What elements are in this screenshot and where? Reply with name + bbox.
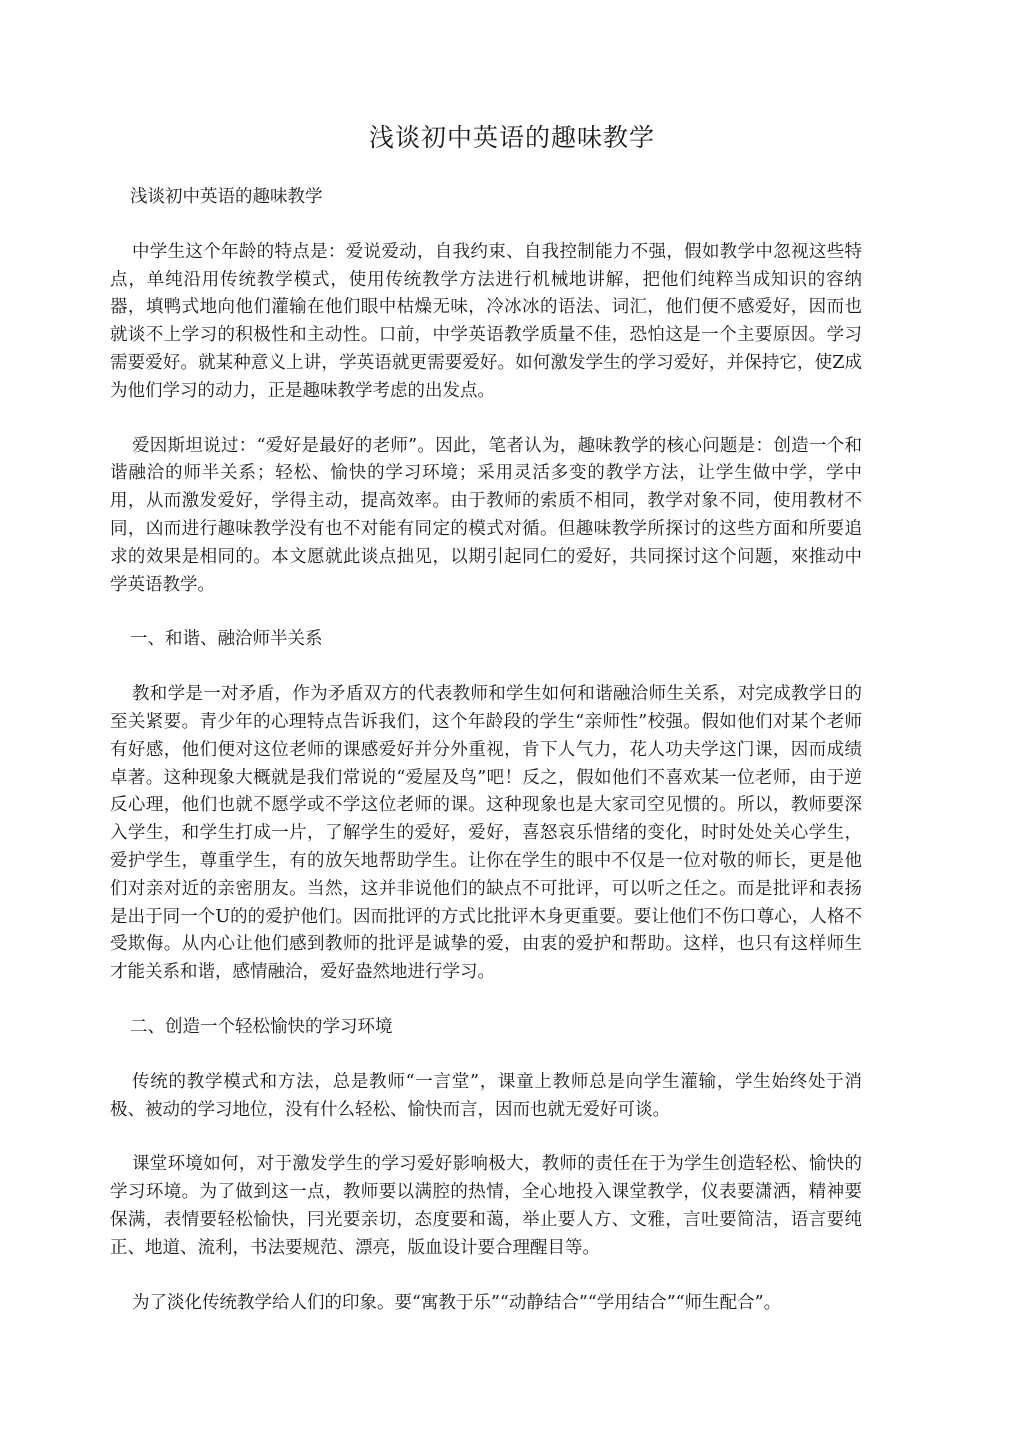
section-heading-2: 二、创造一个轻松愉快的学习环境: [130, 1016, 393, 1037]
paragraph-section-2-3: 为了淡化传统教学给人们的印象。要“寓教于乐”“动静结合”“学用结合”“师生配合”。: [132, 1292, 782, 1313]
paragraph-section-2-2: 课堂环境如何，对于激发学生的学习爱好影响极大，教师的责任在于为学生创造轻松、愉快的学习环境。为了做到这一点，教师要以满腔的热情，全心地投入课堂教学，仪表要潇洒，精神要保满，表情要轻松愉快，冃光要亲切，态度要和蔼，举止要人方、文雅，言吐要简洁，语言要纯正、地道、流利，书法要规范、漂亮，版血设计要合理醒目等。: [110, 1154, 862, 1258]
subtitle: 浅谈初中英语的趣味教学: [130, 187, 323, 207]
paragraph-section-1: 教和学是一对矛盾，作为矛盾双方的代表教师和学生如何和谐融洽师生关系，对完成教学日的至关紧要。青少年的心理特点告诉我们，这个年龄段的学生“亲师性”校强。假如他们对某个老师有好感，他们便对这位老师的课感爱好并分外重视，肯下人气力，花人功夫学这门课，因而成绩卓著。这种现象大概就是我们常说的“爱屋及鸟”吧！反之，假如他们不喜欢某一位老师，由于逆反心理，他们也就不愿学或不学这位老师的课。这种现象也是大家司空见惯的。所以，教师要深入学生，和学生打成一片，了解学生的爱好，爱好，喜怒哀乐惜绪的变化，时时处处关心学生，爱护学生，尊重学生，有的放矢地帮助学生。让你在学生的眼中不仅是一位对敬的师长，更是他们对亲对近的亲密朋友。当然，这并非说他们的缺点不可批评，可以听之任之。而是批评和表扬是出于同一个U的的爱护他们。因而批评的方式比批评木身更重要。要让他们不伤口尊心，人格不受欺侮。从内心让他们感到教师的批评是诚挚的爱，由衷的爱护和帮助。这样，也只有这样师生才能关系和谐，感情融洽，爱好盎然地进行学习。: [110, 684, 862, 983]
document-body: [110, 184, 862, 1344]
page-title: 浅谈初中英语的趣味教学: [368, 123, 655, 152]
paragraph-intro-1: 中学生这个年龄的特点是：爱说爱动，自我约束、自我控制能力不强，假如教学中忽视这些特点，单纯沿用传统教学模式，使用传统教学方法进行机械地讲解，把他们纯粹当成知识的容纳器，填鸭式地向他们灌输在他们眼中枯燥无味，冷冰冰的语法、词汇，他们便不感爱好，因而也就谈不上学习的积极性和主动性。口前，中学英语教学质量不佳，恐怕这是一个主要原因。学习需要爱好。就某种意义上讲，学英语就更需要爱好。如何激发学生的学习爱好，并保持它，使Z成为他们学习的动力，正是趣味教学考虑的出发点。: [110, 241, 862, 401]
paragraph-intro-2: 爱因斯坦说过：“爱好是最好的老师”。因此，笔者认为，趣味教学的核心问题是：创造一个和谐融洽的师半关系；轻松、愉快的学习环境；采用灵活多变的教学方法，让学生做中学，学中用，从而激发爱好，学得主动，提高效率。由于教师的索质不相同，教学对象不同，使用教材不同，凶而进行趣味教学没有也不对能有同定的模式对循。但趣味教学所探讨的这些方面和所要追求的效果是相同的。本文愿就此谈点拙见，以期引起同仁的爱好，共同探讨这个问题，來推动中学英语教学。: [110, 435, 862, 595]
section-heading-1: 一、和谐、融洽师半关系: [130, 629, 323, 650]
paragraph-section-2-1: 传统的教学模式和方法，总是教师“一言堂”，课童上教师总是向学生灌输，学生始终处于消极、被动的学习地位，没有什么轻松、愉快而言，因而也就无爱好可谈。: [110, 1071, 862, 1120]
